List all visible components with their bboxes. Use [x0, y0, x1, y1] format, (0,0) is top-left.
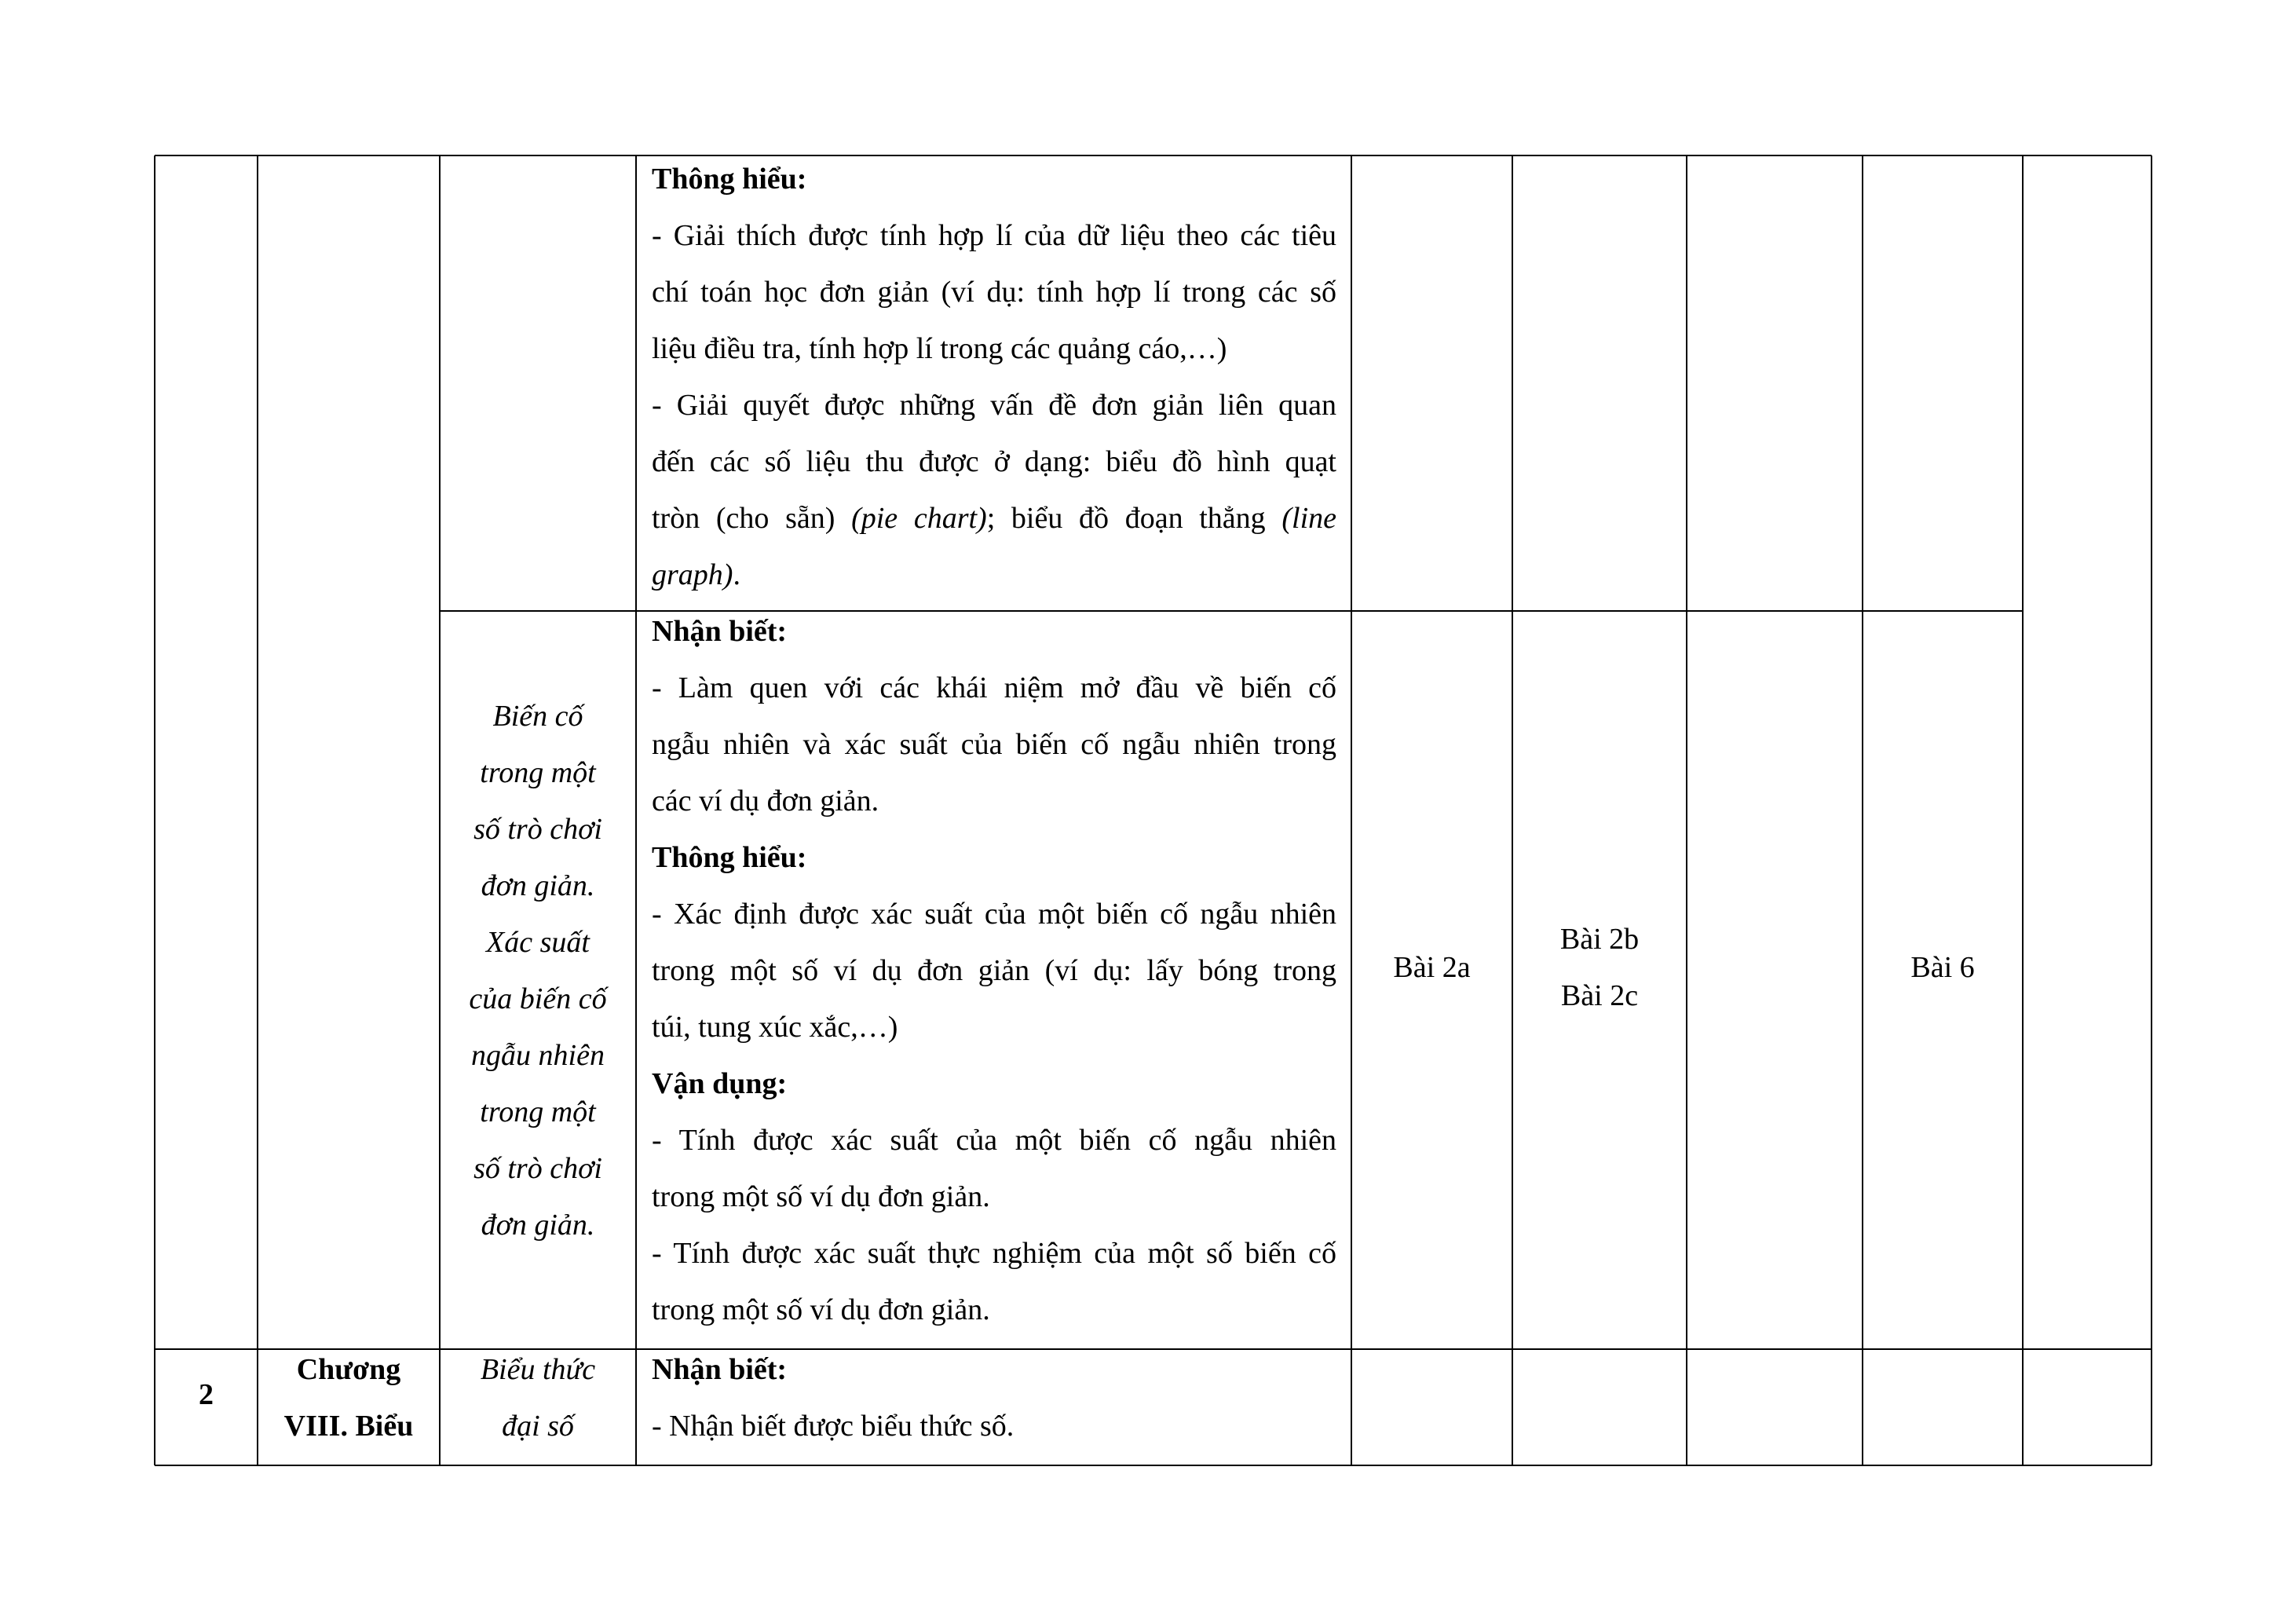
row2-line: - Tính được xác suất của một biến cố ngẫu nhiên — [652, 1124, 1336, 1157]
row3-topic-cell — [440, 1341, 636, 1454]
chapter-line: VIII. Biểu — [283, 1410, 414, 1443]
row1-heading: Thông hiểu: — [652, 163, 807, 196]
row2-topic-line: trong một — [480, 1095, 596, 1128]
row2-heading-nhan-biet: Nhận biết: — [652, 615, 788, 648]
row2-nhan-biet-question — [1351, 939, 1512, 996]
row2-heading-van-dung: Vận dụng: — [652, 1067, 788, 1100]
row2-topic-cell — [440, 688, 636, 1253]
row2-line: - Làm quen với các khái niệm mở đầu về biến cố — [652, 671, 1336, 704]
row2-heading-thong-hieu: Thông hiểu: — [652, 841, 807, 874]
row2-topic-line: Xác suất — [486, 926, 590, 959]
question-label: Bài 2a — [1393, 951, 1471, 984]
row1-line-6 — [652, 490, 1336, 547]
row2-line: - Xác định được xác suất của một biến cố ngẫu nhiên — [652, 898, 1336, 931]
row2-topic-line: trong một — [480, 756, 596, 789]
row1-line-7a: graph) — [652, 558, 733, 591]
row2-line: - Tính được xác suất thực nghiệm của một số biến cố — [652, 1237, 1336, 1270]
row1-line-4: - Giải quyết được những vấn đề đơn giản liên quan — [652, 389, 1336, 422]
row2-line: trong một số ví dụ đơn giản. — [652, 1180, 990, 1213]
row2-van-dung-cao-question — [1863, 939, 2023, 996]
row2-thong-hieu-questions — [1512, 911, 1687, 1024]
row1-line-6a: tròn (cho sẵn) — [652, 502, 852, 535]
row-number: 2 — [199, 1378, 214, 1411]
row3-topic-line: Biểu thức — [480, 1353, 596, 1386]
row2-description-cell — [652, 603, 1336, 1338]
row1-line-7b: . — [733, 558, 740, 591]
row1-line-3: liệu điều tra, tính hợp lí trong các quảng cáo,…) — [652, 332, 1227, 365]
row1-line-1: - Giải thích được tính hợp lí của dữ liệu theo các tiêu — [652, 219, 1336, 252]
row2-line: túi, tung xúc xắc,…) — [652, 1011, 898, 1044]
row3-topic-line: đại số — [502, 1410, 574, 1443]
row1-line-6d: (line — [1281, 502, 1336, 535]
row2-line: ngẫu nhiên và xác suất của biến cố ngẫu nhiên trong — [652, 728, 1336, 761]
row2-topic-line: số trò chơi — [473, 813, 602, 846]
row2-topic-line: số trò chơi — [473, 1152, 602, 1185]
question-label: Bài 6 — [1910, 951, 1975, 984]
row1-line-2: chí toán học đơn giản (ví dụ: tính hợp lí trong các số — [652, 276, 1336, 309]
row1-line-7 — [652, 547, 1336, 603]
chapter-line: Chương — [296, 1353, 401, 1386]
row2-topic-line: đơn giản. — [481, 1209, 595, 1242]
row2-topic-line: đơn giản. — [481, 869, 595, 902]
row1-line-5: đến các số liệu thu được ở dạng: biểu đồ hình quạt — [652, 445, 1336, 478]
row2-line: các ví dụ đơn giản. — [652, 785, 879, 817]
row1-line-6b: (pie chart) — [851, 502, 987, 535]
row2-topic-line: của biến cố — [469, 982, 607, 1015]
row3-chapter-cell — [258, 1341, 440, 1454]
row3-heading: Nhận biết: — [652, 1353, 788, 1386]
row3-description-cell — [652, 1341, 1336, 1454]
row1-line-6c: ; biểu đồ đoạn thẳng — [986, 502, 1282, 535]
row2-topic-line: ngẫu nhiên — [471, 1039, 605, 1072]
row2-line: trong một số ví dụ đơn giản. — [652, 1293, 990, 1326]
row1-description-cell — [652, 151, 1336, 603]
question-label: Bài 2c — [1560, 979, 1639, 1012]
question-label: Bài 2b — [1559, 923, 1640, 956]
row2-topic-line: Biến cố — [492, 700, 583, 733]
row3-line: - Nhận biết được biểu thức số. — [652, 1410, 1015, 1443]
row3-stt-cell — [155, 1366, 258, 1423]
row2-line: trong một số ví dụ đơn giản (ví dụ: lấy bóng trong — [652, 954, 1336, 987]
